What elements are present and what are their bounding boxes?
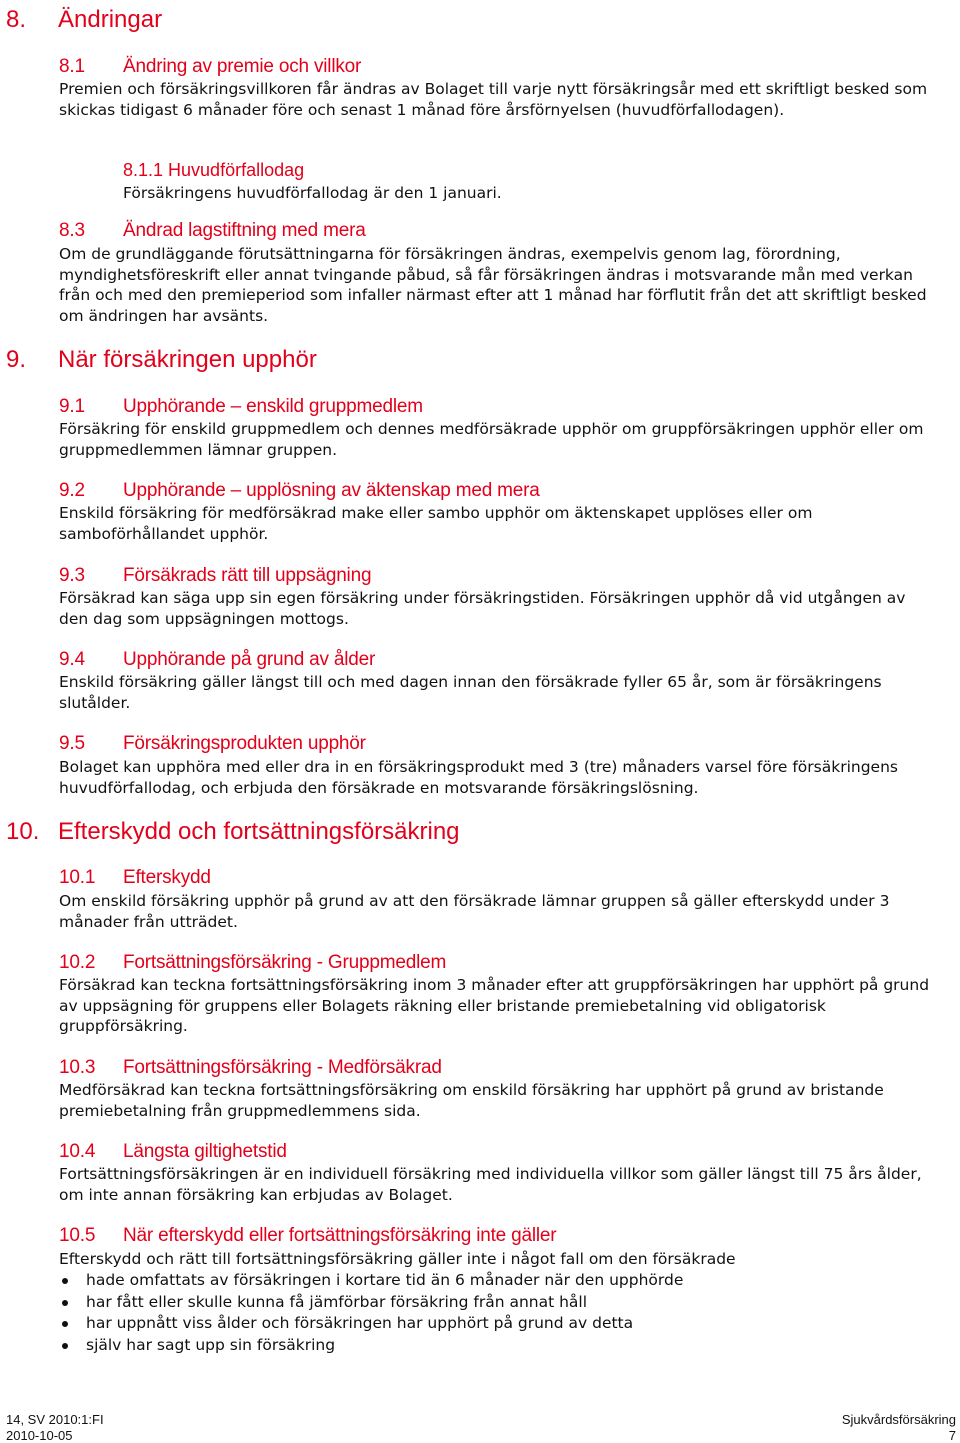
subsection-9-3-body: Försäkrad kan säga upp sin egen försäkring under försäkringstiden. Försäkringen upphör då vid utgången av den dag som uppsägningen mottogs. [59, 589, 906, 628]
subsection-10-4-heading [59, 1141, 287, 1163]
subsection-9-1-body: Försäkring för enskild gruppmedlem och dennes medförsäkrade upphör om gruppförsäkringen upphör eller om gruppmedlemmen lämnar gruppen. [59, 420, 924, 459]
subsection-9-2-body: Enskild försäkring för medförsäkrad make eller sambo upphör om äktenskapet upplöses eller om samboförhållandet upphör. [59, 504, 813, 543]
subsection-number: 9.3 [59, 565, 85, 586]
subsection-title: Ändrad lagstiftning med mera [123, 220, 366, 241]
section-10-heading [6, 818, 460, 846]
subsection-10-2-heading [59, 952, 446, 974]
list-item-text: har uppnått viss ålder och försäkringen har upphört på grund av detta [86, 1314, 634, 1332]
section-title: Efterskydd och fortsättningsförsäkring [58, 818, 460, 845]
footer-date: 2010-10-05 [6, 1428, 73, 1443]
list-item [59, 1270, 683, 1292]
subsection-9-3-heading [59, 565, 371, 587]
subsection-8-3-body: Om de grundläggande förutsättningarna för försäkringen ändras, exempelvis genom lag, förordning, myndighetsföreskrift eller annat tvingande påbud, så får försäkringen ändras i motsvarande mån med verkan från och med den premieperiod som infaller närmast efter att 1 månad har förflutit från det att skriftligt besked om ändringen har avsänts. [59, 245, 927, 325]
subsection-title: Upphörande – enskild gruppmedlem [123, 396, 423, 417]
subsection-10-3-body: Medförsäkrad kan teckna fortsättningsförsäkring om enskild försäkring har upphört på grund av bristande premiebetalning från gruppmedlemmens sida. [59, 1081, 884, 1120]
subsection-number: 10.2 [59, 952, 96, 973]
subsection-10-5-body: Efterskydd och rätt till fortsättningsförsäkring gäller inte i något fall om den försäkrade [59, 1250, 736, 1268]
subsection-8-1-1-heading: 8.1.1 Huvudförfallodag [123, 160, 305, 180]
section-9-heading [6, 346, 317, 374]
exclusion-list [59, 1270, 683, 1356]
list-item-text: hade omfattats av försäkringen i kortare tid än 6 månader när den upphörde [86, 1271, 684, 1289]
subsection-title: När efterskydd eller fortsättningsförsäkring inte gäller [123, 1225, 557, 1246]
subsection-8-3-heading [59, 220, 366, 242]
subsection-9-5-body: Bolaget kan upphöra med eller dra in en försäkringsprodukt med 3 (tre) månaders varsel före försäkringens huvudförfallodag, och erbjuda den försäkrade en motsvarande försäkringslösning. [59, 758, 898, 797]
list-item-text: själv har sagt upp sin försäkring [86, 1335, 336, 1354]
subsection-10-1-body: Om enskild försäkring upphör på grund av att den försäkrade lämnar gruppen så gäller efterskydd under 3 månader från utträdet. [59, 892, 890, 931]
footer-brand: Sjukvårdsförsäkring [841, 1412, 956, 1427]
bullet-icon [62, 1343, 68, 1349]
list-item [59, 1313, 683, 1335]
subsection-9-4-body: Enskild försäkring gäller längst till och med dagen innan den försäkrade fyller 65 år, som är försäkringens slutålder. [59, 673, 882, 712]
section-number: 9. [6, 346, 27, 373]
subsection-9-5-heading [59, 733, 366, 755]
subsection-9-2-heading [59, 480, 540, 502]
list-item [59, 1292, 683, 1314]
subsection-number: 9.5 [59, 733, 85, 754]
subsection-number: 9.2 [59, 480, 85, 501]
section-title: Ändringar [58, 6, 163, 33]
subsection-number: 8.1 [59, 56, 85, 77]
subsection-number: 10.4 [59, 1141, 96, 1162]
subsection-8-1-1-body: Försäkringens huvudförfallodag är den 1 januari. [123, 184, 502, 202]
section-number: 8. [6, 6, 27, 33]
subsection-number: 10.3 [59, 1057, 96, 1078]
subsection-number: 10.5 [59, 1225, 96, 1246]
subsection-10-1-heading [59, 867, 211, 889]
subsection-number: 10.1 [59, 867, 96, 888]
subsection-number: 8.3 [59, 220, 85, 241]
page-number: 7 [948, 1428, 956, 1443]
subsection-8-1-heading [59, 56, 361, 78]
section-8-heading [6, 6, 162, 34]
subsection-9-4-heading [59, 649, 375, 671]
subsection-title: Fortsättningsförsäkring - Medförsäkrad [123, 1057, 442, 1078]
subsection-title: Längsta giltighetstid [123, 1141, 287, 1162]
section-number: 10. [6, 818, 40, 845]
subsection-title: Upphörande på grund av ålder [123, 649, 376, 670]
subsection-title: Fortsättningsförsäkring - Gruppmedlem [123, 952, 447, 973]
bullet-icon [62, 1321, 68, 1327]
bullet-icon [62, 1278, 68, 1284]
subsection-10-3-heading [59, 1057, 442, 1079]
subsection-number: 9.4 [59, 649, 85, 670]
subsection-title: Försäkringsprodukten upphör [123, 733, 366, 754]
footer-doc-ref: 14, SV 2010:1:FI [6, 1412, 104, 1427]
list-item [59, 1335, 683, 1357]
bullet-icon [62, 1300, 68, 1306]
subsection-title: Efterskydd [123, 867, 211, 888]
subsection-number: 9.1 [59, 396, 85, 417]
subsection-title: Ändring av premie och villkor [123, 56, 362, 77]
list-item-text: har fått eller skulle kunna få jämförbar försäkring från annat håll [86, 1292, 588, 1311]
subsection-title: Försäkrads rätt till uppsägning [123, 565, 372, 586]
subsection-title: Upphörande – upplösning av äktenskap med mera [123, 480, 540, 501]
section-title: När försäkringen upphör [58, 346, 317, 373]
subsection-8-1-body: Premien och försäkringsvillkoren får ändras av Bolaget till varje nytt försäkringsår med ett skriftligt besked som skickas tidigast 6 månader före och senast 1 månad före årsförnyelsen (huvudförfallodagen). [59, 80, 928, 119]
subsection-10-2-body: Försäkrad kan teckna fortsättningsförsäkring inom 3 månader efter att gruppförsäkringen har upphört på grund av uppsägning för gruppens eller Bolagets räkning eller bristande premiebetalning vid obligatorisk gruppförsäkring. [59, 976, 930, 1035]
subsection-10-5-heading [59, 1225, 556, 1247]
subsection-10-4-body: Fortsättningsförsäkringen är en individuell försäkring med individuella villkor som gäller längst till 75 års ålder, om inte annan försäkring kan erbjudas av Bolaget. [59, 1165, 922, 1204]
subsection-9-1-heading [59, 396, 423, 418]
